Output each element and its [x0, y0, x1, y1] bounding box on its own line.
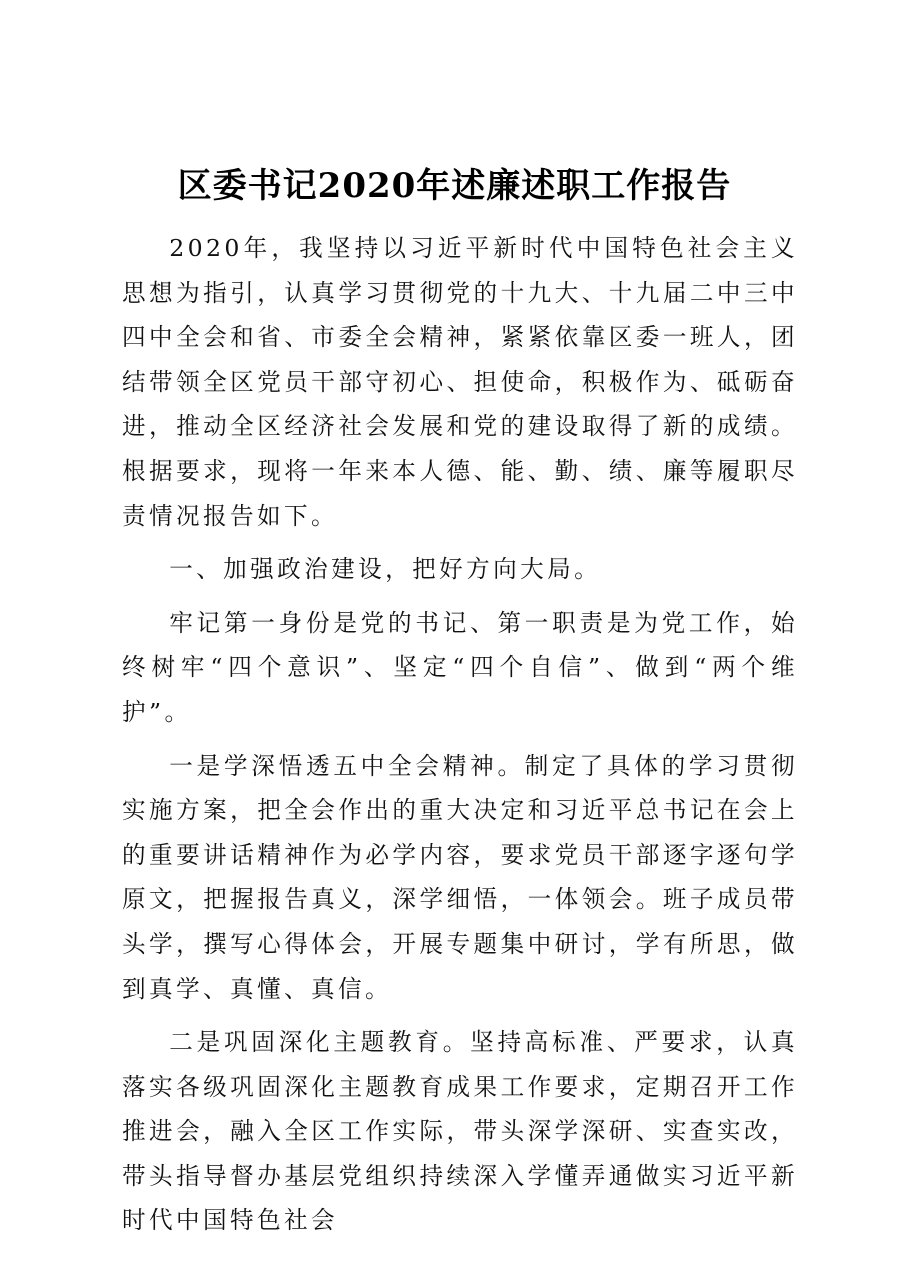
paragraph-intro: 2020年，我坚持以习近平新时代中国特色社会主义思想为指引，认真学习贯彻党的十九大、十九届二中三中四中全会和省、市委全会精神，紧紧依靠区委一班人，团结带领全区党员干部守初心、担使命，积极作为、砥砺奋进，推动全区经济社会发展和党的建设取得了新的成绩。根据要求，现将一年来本人德、能、勤、绩、廉等履职尽责情况报告如下。: [122, 234, 798, 530]
paragraph-point-one: 一是学深悟透五中全会精神。制定了具体的学习贯彻实施方案，把全会作出的重大决定和习近平总书记在会上的重要讲话精神作为必学内容，要求党员干部逐字逐句学原文，把握报告真义，深学细悟，一体领会。班子成员带头学，撰写心得体会，开展专题集中研讨，学有所思，做到真学、真懂、真信。: [122, 751, 798, 1003]
paragraph-section-intro: 牢记第一身份是党的书记、第一职责是为党工作，始终树牢“四个意识”、坚定“四个自信”、做到“两个维护”。: [122, 608, 798, 726]
document-body: [122, 226, 798, 1243]
section-heading: 一、加强政治建设，把好方向大局。: [169, 555, 602, 584]
document-title: 区委书记2020年述廉述职工作报告: [177, 166, 732, 206]
paragraph-point-two: 二是巩固深化主题教育。坚持高标准、严要求，认真落实各级巩固深化主题教育成果工作要求，定期召开工作推进会，融入全区工作实际，带头深学深研、实查实改，带头指导督办基层党组织持续深入学懂弄通做实习近平新时代中国特色社会: [122, 1028, 798, 1235]
